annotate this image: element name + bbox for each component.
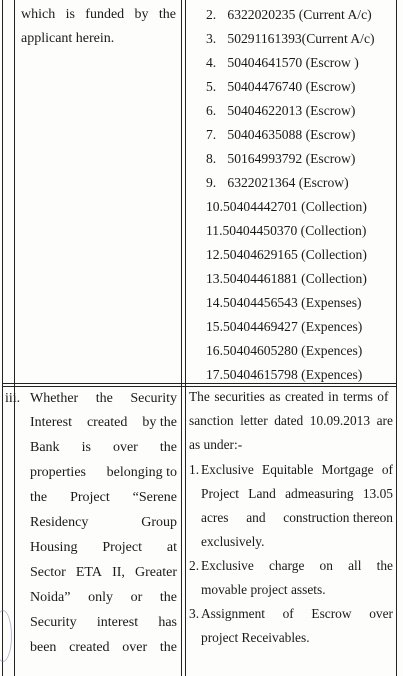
row-divider-2 xyxy=(2,386,397,387)
row-ii-text-line-1: which is funded by the xyxy=(21,7,176,22)
question-line: Security interest has xyxy=(30,615,177,630)
answer-item-3-line: project Receivables. xyxy=(201,630,310,645)
answer-line: The securities as created in terms of xyxy=(189,389,389,404)
list-item: 14.50404456543 (Expenses) xyxy=(206,295,362,310)
answer-line: as under:- xyxy=(189,437,243,452)
table-left-border xyxy=(2,0,3,676)
stamp-mark xyxy=(0,610,12,662)
answer-item-1-number: 1. xyxy=(189,462,200,477)
question-line: Noida” only or the xyxy=(30,590,177,605)
list-item: 8. 50164993792 (Escrow) xyxy=(206,151,356,166)
table-right-border xyxy=(396,0,397,676)
row-iii-number: iii. xyxy=(5,391,21,406)
list-item: 6. 50404622013 (Escrow) xyxy=(206,103,356,118)
question-line: properties belonging to xyxy=(30,465,177,480)
list-item: 13.50404461881 (Collection) xyxy=(206,271,367,286)
question-line: Residency Group xyxy=(30,515,177,530)
list-item: 3. 50291161393(Current A/c) xyxy=(206,31,375,46)
list-item: 16.50404605280 (Expences) xyxy=(206,343,363,358)
question-line: Bank is over the xyxy=(30,440,177,455)
question-line: Housing Project at xyxy=(30,540,177,555)
answer-item-1-line: exclusively. xyxy=(201,534,265,549)
answer-item-1-line: Exclusive Equitable Mortgage of xyxy=(201,462,393,477)
answer-item-1-line: acres and construction thereon xyxy=(201,510,393,525)
column-divider-3 xyxy=(185,0,186,676)
question-line: the Project “Serene xyxy=(30,490,177,505)
column-divider-1 xyxy=(14,0,15,676)
answer-line: sanction letter dated 10.09.2013 are xyxy=(189,413,393,428)
list-item: 4. 50404641570 (Escrow ) xyxy=(206,55,359,70)
list-item: 11.50404450370 (Collection) xyxy=(206,223,367,238)
list-item: 7. 50404635088 (Escrow) xyxy=(206,127,356,142)
column-divider-2 xyxy=(181,0,182,676)
list-item: 5. 50404476740 (Escrow) xyxy=(206,79,356,94)
question-line: been created over the xyxy=(30,640,177,655)
question-line: Sector ETA II, Greater xyxy=(30,565,177,580)
answer-item-3-line: Assignment of Escrow over xyxy=(201,606,393,621)
row-divider xyxy=(2,383,397,384)
question-line: Interest created by the xyxy=(30,415,177,430)
list-item: 10.50404442701 (Collection) xyxy=(206,199,367,214)
question-line: Whether the Security xyxy=(30,391,177,406)
list-item: 2. 6322020235 (Current A/c) xyxy=(206,7,372,22)
row-ii-text-line-2: applicant herein. xyxy=(21,31,115,46)
list-item: 17.50404615798 (Expences) xyxy=(206,367,363,382)
answer-item-2-line: movable project assets. xyxy=(201,582,326,597)
answer-item-3-number: 3. xyxy=(189,606,200,621)
answer-item-1-line: Project Land admeasuring 13.05 xyxy=(201,486,393,501)
list-item: 12.50404629165 (Collection) xyxy=(206,247,367,262)
list-item: 15.50404469427 (Expences) xyxy=(206,319,363,334)
answer-item-2-line: Exclusive charge on all the xyxy=(201,558,393,573)
list-item: 9. 6322021364 (Escrow) xyxy=(206,175,349,190)
answer-item-2-number: 2. xyxy=(189,558,200,573)
